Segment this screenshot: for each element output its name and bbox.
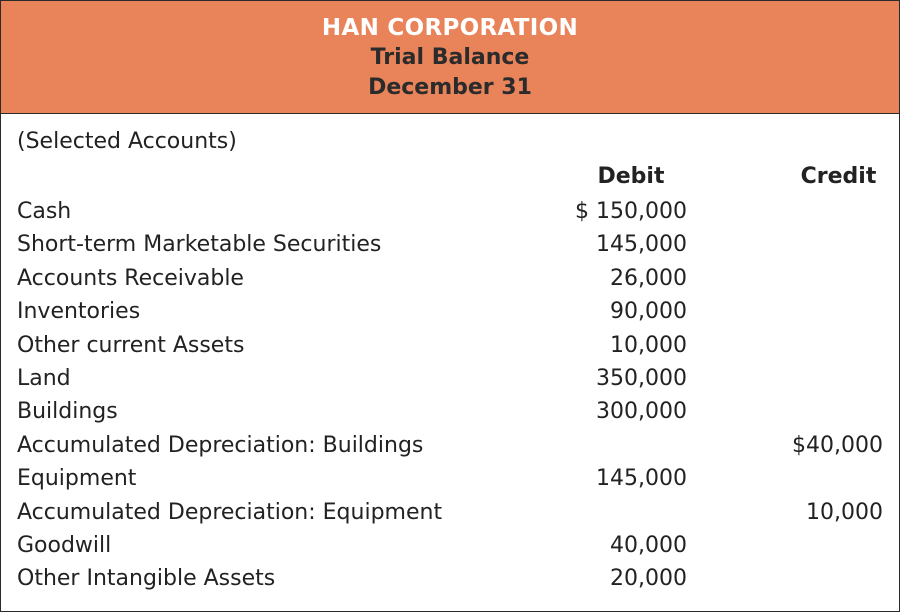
debit-amount: 40,000 — [610, 532, 687, 558]
table-row — [1, 462, 899, 495]
statement-title: Trial Balance — [370, 45, 530, 70]
account-name: Cash — [17, 199, 72, 224]
account-name: Land — [17, 365, 71, 391]
account-name: Inventories — [17, 299, 141, 325]
debit-amount: 20,000 — [610, 566, 687, 592]
debit-column-header: Debit — [597, 164, 665, 189]
statement-date: December 31 — [368, 75, 532, 100]
table-row — [1, 262, 899, 295]
debit-amount: 26,000 — [610, 265, 687, 291]
account-name: Equipment — [17, 466, 137, 492]
credit-amount: 10,000 — [806, 499, 883, 525]
account-name: Other Intangible Assets — [17, 566, 276, 592]
account-name: Accounts Receivable — [17, 265, 244, 291]
table-row — [1, 496, 899, 529]
table-row — [1, 429, 899, 462]
table-row — [1, 228, 899, 261]
table-header — [1, 1, 899, 114]
account-name: Accumulated Depreciation: Equipment — [17, 499, 443, 525]
debit-amount: 10,000 — [610, 332, 687, 358]
credit-column-header: Credit — [800, 164, 877, 189]
debit-amount: 350,000 — [596, 365, 687, 391]
table-row — [1, 295, 899, 328]
table-row — [1, 395, 899, 428]
account-name: Accumulated Depreciation: Buildings — [17, 432, 424, 458]
table-row — [1, 195, 899, 228]
debit-amount: 90,000 — [610, 299, 687, 325]
account-rows — [1, 195, 899, 596]
debit-amount: 300,000 — [596, 399, 687, 425]
company-name: HAN CORPORATION — [321, 15, 579, 41]
table-row — [1, 362, 899, 395]
debit-amount: 145,000 — [596, 232, 687, 258]
table-row — [1, 329, 899, 362]
account-name: Short-term Marketable Securities — [17, 232, 382, 258]
table-row — [1, 529, 899, 562]
account-name: Other current Assets — [17, 332, 245, 358]
table-row — [1, 562, 899, 595]
account-name: Buildings — [17, 399, 118, 425]
account-name: Goodwill — [17, 532, 112, 558]
selected-accounts-note: (Selected Accounts) — [17, 129, 237, 154]
debit-amount: 145,000 — [596, 466, 687, 492]
credit-amount: $40,000 — [792, 432, 883, 458]
debit-amount: $ 150,000 — [575, 199, 687, 224]
